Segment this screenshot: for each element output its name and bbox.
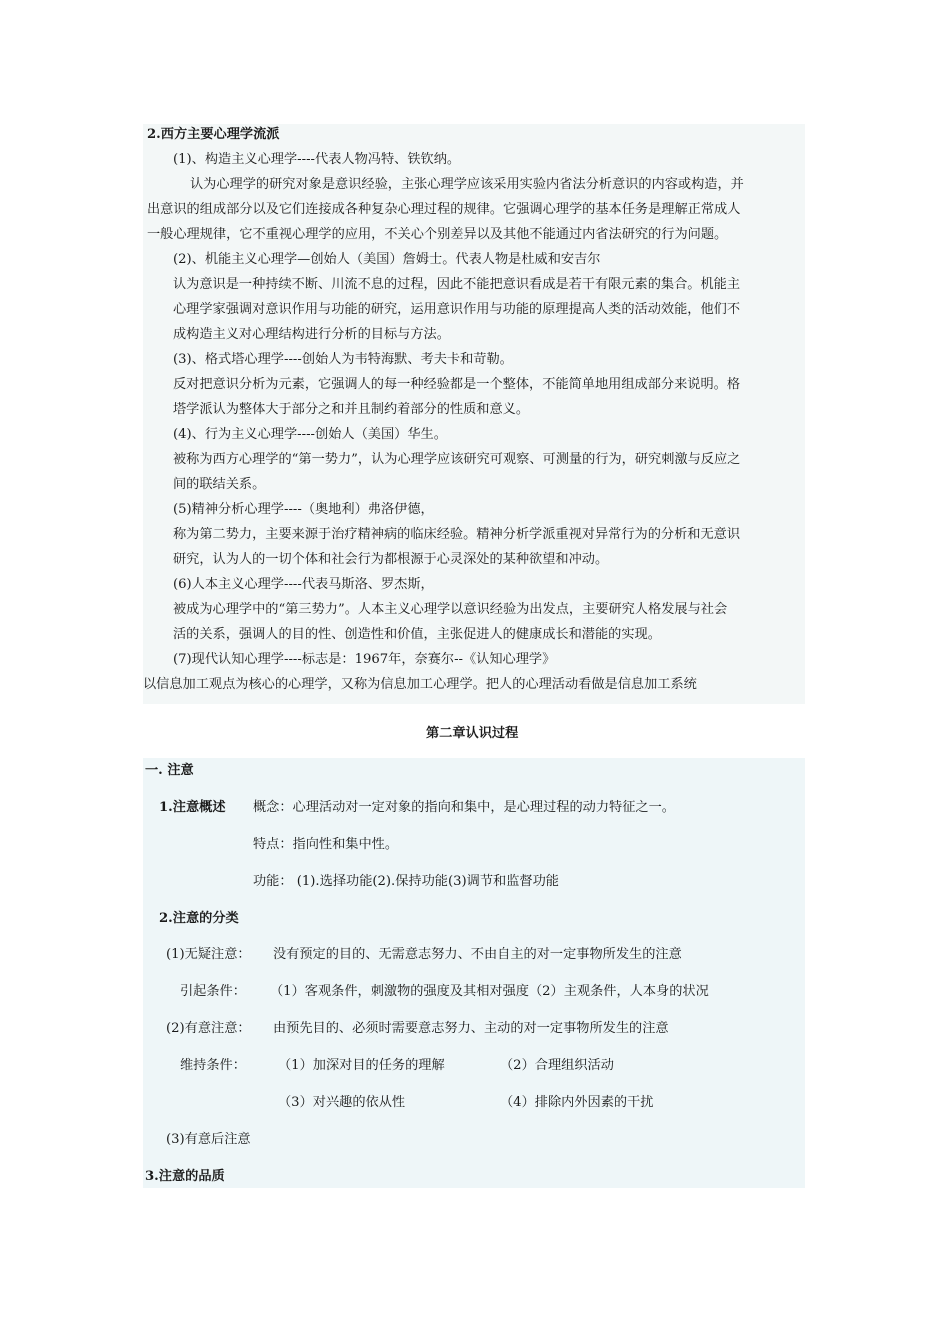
school-psychoanalysis-text: 研究，认为人的一切个体和社会行为都根源于心灵深处的某种欲望和冲动。 [173,552,609,567]
voluntary-attention-definition: 由预先目的、必须时需要意志努力、主动的对一定事物所发生的注意 [273,1021,669,1036]
maintain-conditions-label: 维持条件： [180,1058,246,1073]
school-functionalism-text: 心理学家强调对意识作用与功能的研究，运用意识作用与功能的原理提高人类的活动效能，他们不 [173,302,741,317]
school-cognitive-text: 以信息加工观点为核心的心理学，又称为信息加工心理学。把人的心理活动看做是信息加工系统 [143,677,697,692]
school-functionalism-text: 认为意识是一种持续不断、川流不息的过程，因此不能把意识看成是若干有限元素的集合。机能主 [173,277,741,292]
maintain-condition-2: （2）合理组织活动 [500,1058,614,1073]
voluntary-attention-label: (2)有意注意： [166,1021,251,1036]
chapter-background [143,758,805,1188]
school-structuralism-text: 一般心理规律，它不重视心理学的应用，不关心个别差异以及其他不能通过内省法研究的行为问题。 [147,227,728,242]
involuntary-attention-definition: 没有预定的目的、无需意志努力、不由自主的对一定事物所发生的注意 [273,947,682,962]
school-psychoanalysis-title: (5)精神分析心理学----（奥地利）弗洛伊德， [173,502,434,517]
chapter-title: 第二章认识过程 [426,726,519,741]
post-voluntary-attention-label: (3)有意后注意 [166,1132,251,1147]
maintain-condition-4: （4）排除内外因素的干扰 [500,1095,654,1110]
school-behaviorism-text: 被称为西方心理学的“第一势力”，认为心理学应该研究可观察、可测量的行为，研究刺激与反应之 [173,452,741,467]
school-humanism-text: 活的关系，强调人的目的性、创造性和价值，主张促进人的健康成长和潜能的实现。 [173,627,661,642]
school-functionalism-text: 成构造主义对心理结构进行分析的目标与方法。 [173,327,450,342]
attention-overview-label: 1.注意概述 [159,800,226,815]
attention-classification-label: 2.注意的分类 [159,911,239,926]
school-functionalism-title: (2)、机能主义心理学—创始人（美国）詹姆士。代表人物是杜威和安吉尔 [173,252,601,267]
school-structuralism-title: (1)、构造主义心理学----代表人物冯特、铁钦纳。 [173,152,461,167]
cause-conditions-label: 引起条件： [180,984,246,999]
part-attention-heading: 一. 注意 [145,763,194,778]
school-structuralism-text: 认为心理学的研究对象是意识经验，主张心理学应该采用实验内省法分析意识的内容或构造，并 [190,177,744,192]
attention-function: 功能： (1).选择功能(2).保持功能(3)调节和监督功能 [253,874,559,889]
school-humanism-title: (6)人本主义心理学----代表马斯洛、罗杰斯， [173,577,434,592]
school-behaviorism-text: 间的联结关系。 [173,477,266,492]
section-heading: 2.西方主要心理学流派 [147,127,280,142]
school-humanism-text: 被成为心理学中的“第三势力”。人本主义心理学以意识经验为出发点，主要研究人格发展与社会 [173,602,728,617]
school-structuralism-text: 出意识的组成部分以及它们连接成各种复杂心理过程的规律。它强调心理学的基本任务是理解正常成人 [147,202,741,217]
involuntary-attention-label: (1)无疑注意： [166,947,251,962]
school-cognitive-title: (7)现代认知心理学----标志是：1967年，奈赛尔--《认知心理学》 [173,652,556,667]
maintain-condition-1: （1）加深对目的任务的理解 [278,1058,445,1073]
school-gestalt-text: 塔学派认为整体大于部分之和并且制约着部分的性质和意义。 [173,402,530,417]
school-psychoanalysis-text: 称为第二势力，主要来源于治疗精神病的临床经验。精神分析学派重视对异常行为的分析和无意识 [173,527,741,542]
attention-feature: 特点：指向性和集中性。 [253,837,399,852]
cause-conditions-text: （1）客观条件，刺激物的强度及其相对强度（2）主观条件，人本身的状况 [270,984,709,999]
maintain-condition-3: （3）对兴趣的依从性 [278,1095,406,1110]
school-gestalt-text: 反对把意识分析为元素，它强调人的每一种经验都是一个整体，不能简单地用组成部分来说明。格 [173,377,741,392]
school-behaviorism-title: (4)、行为主义心理学----创始人（美国）华生。 [173,427,447,442]
attention-quality-label: 3.注意的品质 [145,1169,225,1184]
attention-concept: 概念：心理活动对一定对象的指向和集中，是心理过程的动力特征之一。 [253,800,675,815]
school-gestalt-title: (3)、格式塔心理学----创始人为韦特海默、考夫卡和苛勒。 [173,352,513,367]
